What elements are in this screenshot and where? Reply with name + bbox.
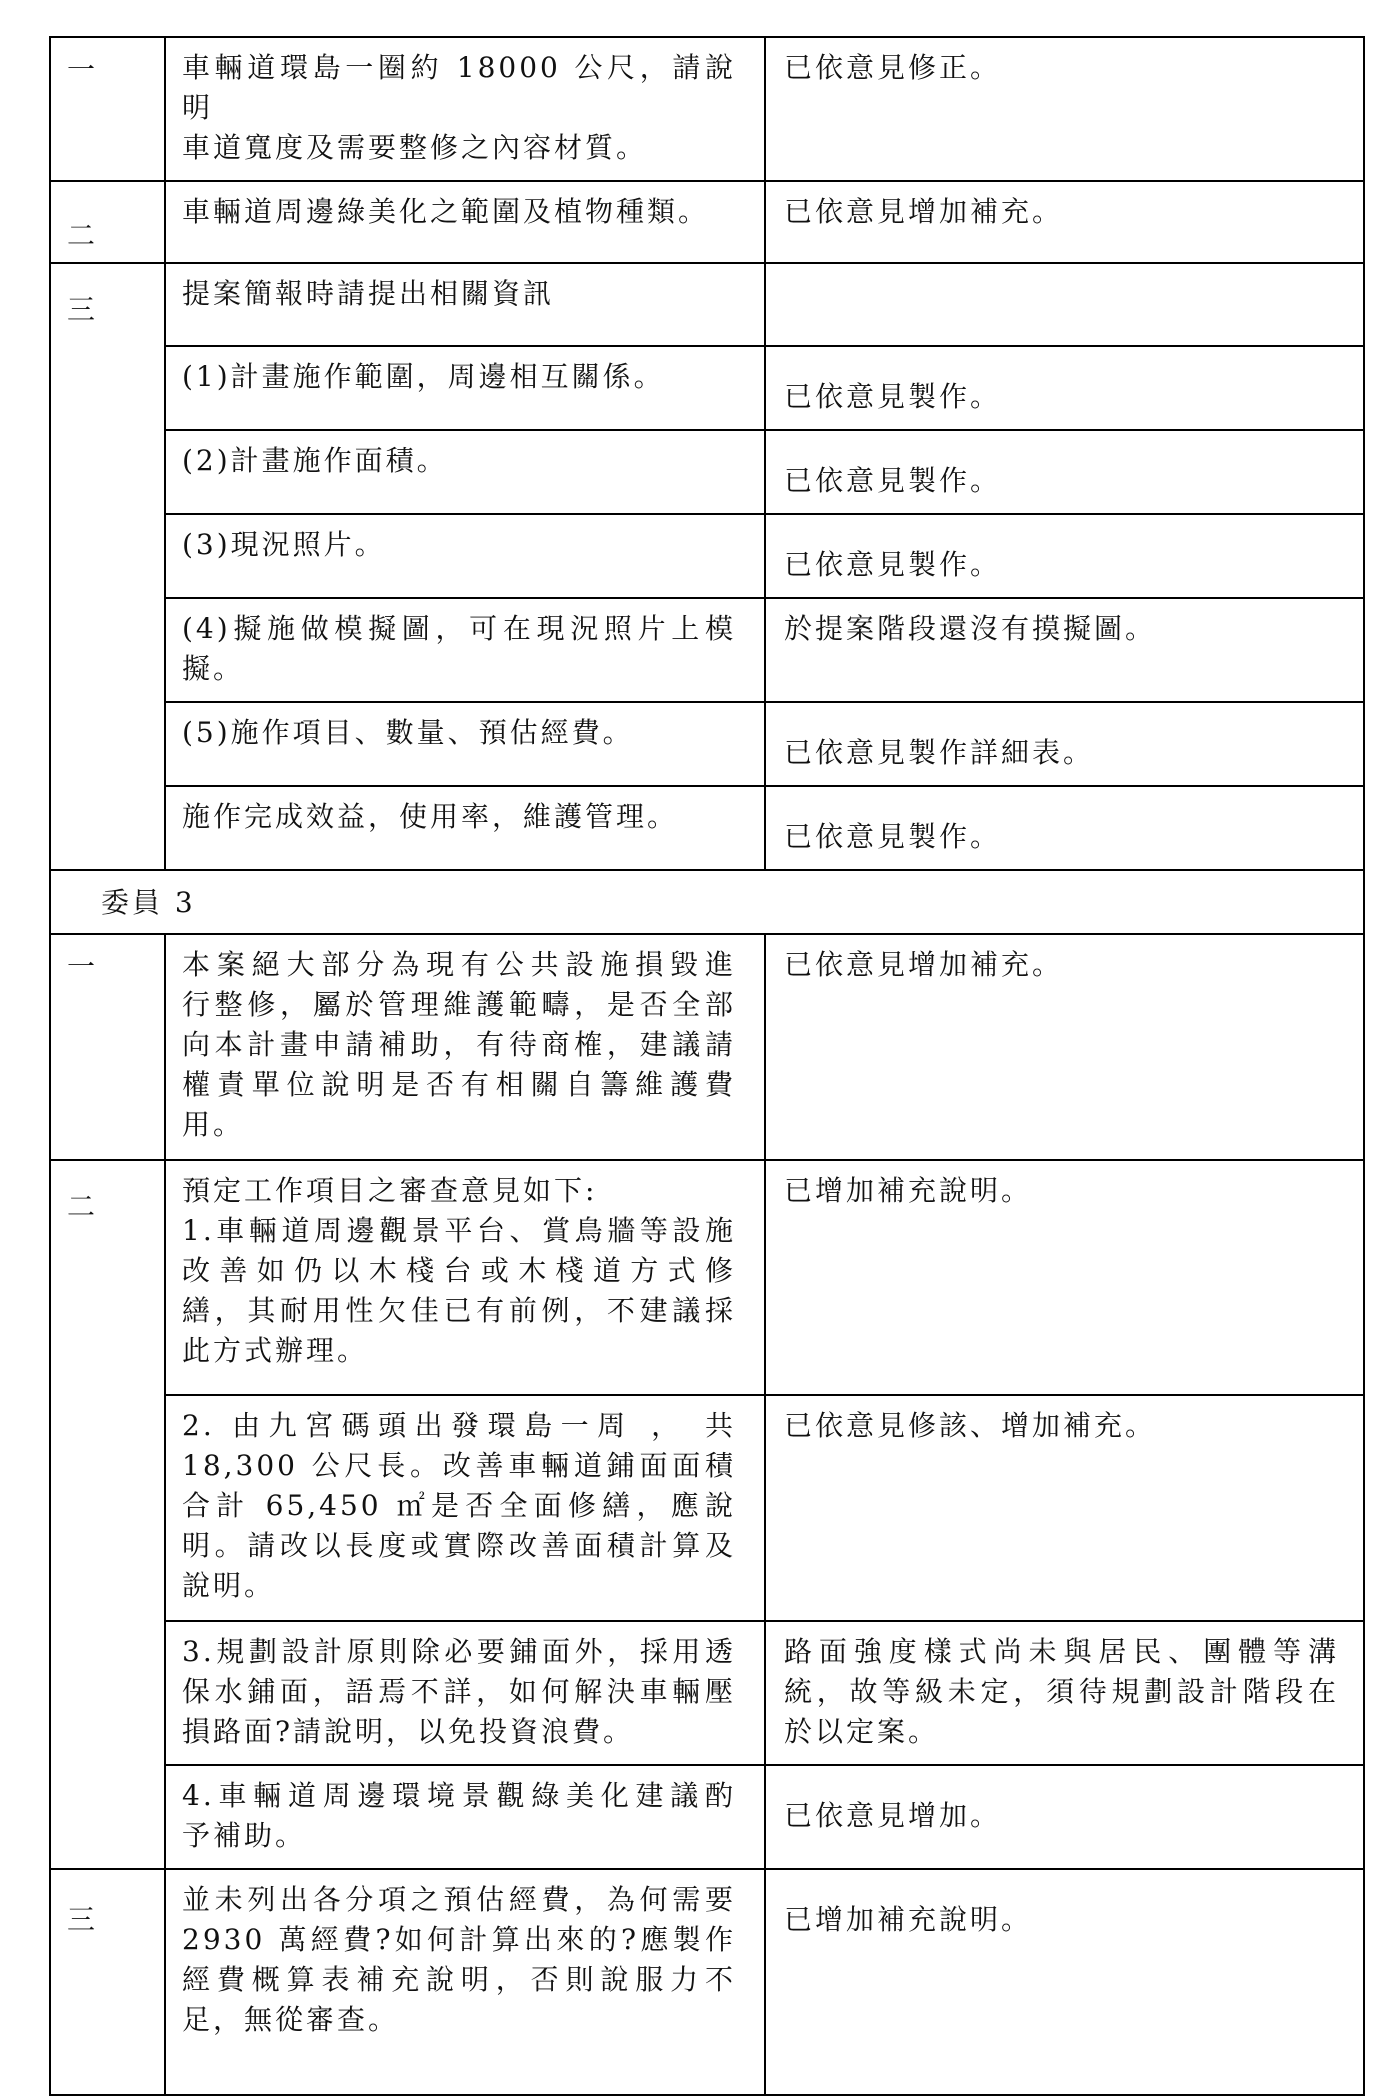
response-cell: [765, 263, 1364, 346]
comment-cell: (2)計畫施作面積。: [165, 430, 765, 514]
table-row: [50, 346, 1364, 430]
response-cell: 已依意見製作。: [765, 430, 1364, 514]
response-cell: 已依意見增加。: [765, 1765, 1364, 1869]
table-row: [50, 1869, 1364, 2095]
table-row: [50, 786, 1364, 870]
comment-cell: (5)施作項目、數量、預估經費。: [165, 702, 765, 786]
comment-cell: 提案簡報時請提出相關資訊: [165, 263, 765, 346]
comment-cell: (4)擬施做模擬圖，可在現況照片上模 擬。: [165, 598, 765, 702]
response-cell: 於提案階段還沒有摸擬圖。: [765, 598, 1364, 702]
table-row: [50, 1621, 1364, 1765]
comment-cell: 2. 由九宮碼頭出發環島一周 ， 共 18,300 公尺長。改善車輛道鋪面面積 合計 65,450 ㎡是否全面修繕，應說 明。請改以長度或實際改善面積計算及 說明。: [165, 1395, 765, 1621]
response-cell: 已依意見修該、增加補充。: [765, 1395, 1364, 1621]
item-number: 一: [50, 37, 165, 181]
comment-cell: 車輛道環島一圈約 18000 公尺，請說明 車道寬度及需要整修之內容材質。: [165, 37, 765, 181]
response-cell: 已依意見修正。: [765, 37, 1364, 181]
item-number: 三: [50, 263, 165, 870]
comment-cell: 並未列出各分項之預估經費，為何需要 2930 萬經費?如何計算出來的?應製作 經費概算表補充說明，否則說服力不 足，無從審查。: [165, 1869, 765, 2095]
response-cell: 已依意見製作。: [765, 514, 1364, 598]
table-row: [50, 37, 1364, 181]
section-title: 委員 3: [50, 870, 1364, 934]
comment-cell: 3.規劃設計原則除必要鋪面外，採用透 保水鋪面，語焉不詳，如何解決車輛壓 損路面?請說明，以免投資浪費。: [165, 1621, 765, 1765]
comment-cell: 車輛道周邊綠美化之範圍及植物種類。: [165, 181, 765, 263]
table-row: [50, 702, 1364, 786]
response-cell: 已增加補充說明。: [765, 1869, 1364, 2095]
item-number: 一: [50, 934, 165, 1160]
response-cell: 已增加補充說明。: [765, 1160, 1364, 1395]
comment-cell: (3)現況照片。: [165, 514, 765, 598]
response-cell: 已依意見增加補充。: [765, 181, 1364, 263]
table-row: [50, 1160, 1364, 1395]
table-row: [50, 1395, 1364, 1621]
table-row: [50, 514, 1364, 598]
comment-cell: 本案絕大部分為現有公共設施損毀進 行整修，屬於管理維護範疇，是否全部 向本計畫申請補助，有待商榷，建議請 權責單位說明是否有相關自籌維護費 用。: [165, 934, 765, 1160]
response-cell: 已依意見增加補充。: [765, 934, 1364, 1160]
comment-cell: 施作完成效益，使用率，維護管理。: [165, 786, 765, 870]
section-header-row: [50, 870, 1364, 934]
item-number: 二: [50, 181, 165, 263]
table-row: [50, 934, 1364, 1160]
item-number: 二: [50, 1160, 165, 1869]
comment-cell: (1)計畫施作範圍，周邊相互關係。: [165, 346, 765, 430]
table-row: [50, 598, 1364, 702]
comment-cell: 預定工作項目之審查意見如下: 1.車輛道周邊觀景平台、賞鳥牆等設施 改善如仍以木棧台或木棧道方式修 繕，其耐用性欠佳已有前例，不建議採 此方式辦理。: [165, 1160, 765, 1395]
table-row: [50, 181, 1364, 263]
response-cell: 已依意見製作。: [765, 346, 1364, 430]
response-cell: 已依意見製作詳細表。: [765, 702, 1364, 786]
response-cell: 路面強度樣式尚未與居民、團體等溝 統，故等級未定，須待規劃設計階段在 於以定案。: [765, 1621, 1364, 1765]
table-row: [50, 1765, 1364, 1869]
item-number: 三: [50, 1869, 165, 2095]
response-cell: 已依意見製作。: [765, 786, 1364, 870]
review-table: [49, 36, 1365, 2096]
table-row: [50, 263, 1364, 346]
table-row: [50, 430, 1364, 514]
comment-cell: 4.車輛道周邊環境景觀綠美化建議酌 予補助。: [165, 1765, 765, 1869]
